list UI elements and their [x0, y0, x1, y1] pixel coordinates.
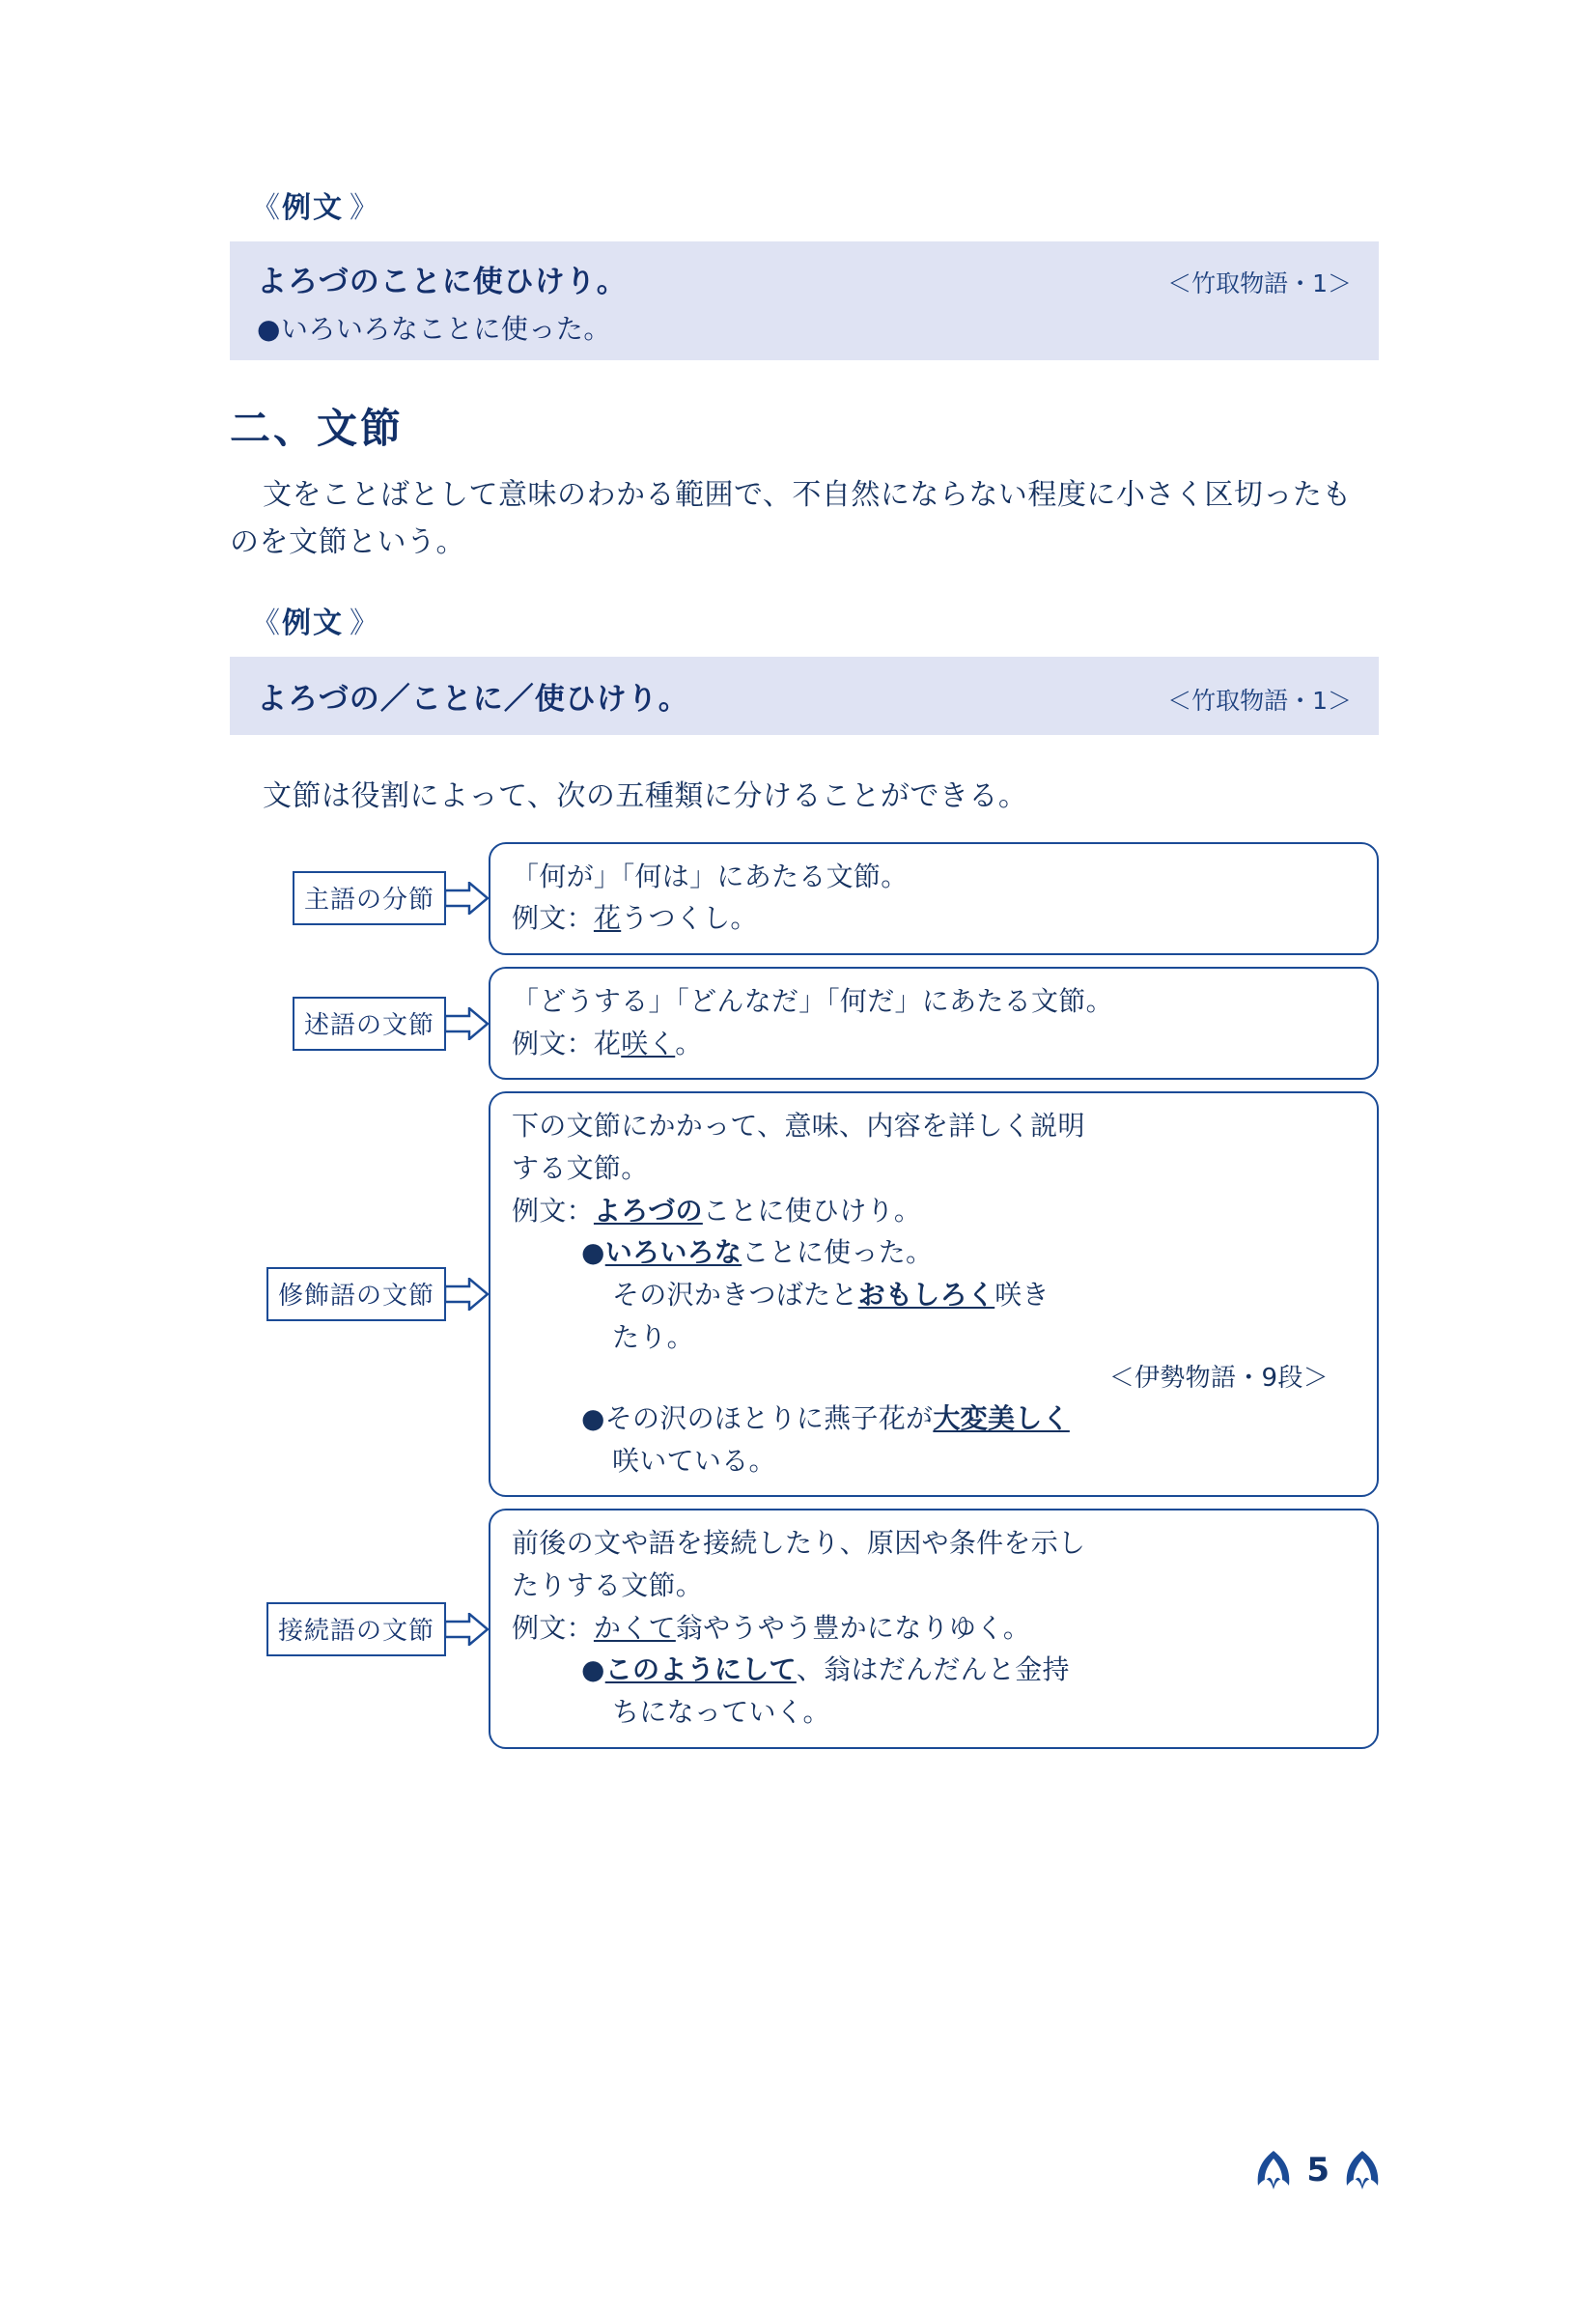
arrow-right-icon [444, 1278, 489, 1311]
category-tag: 修飾語の文節 [266, 1267, 446, 1321]
description-line: 例文：花うつくし。 [512, 902, 758, 935]
category-row [230, 842, 1379, 955]
underlined-phrase: 咲く [621, 1027, 676, 1059]
quote-box-2 [230, 657, 1379, 735]
category-description [489, 1509, 1379, 1748]
description-line: たりする文節。 [512, 1569, 704, 1602]
ornament-left-icon [1254, 2149, 1293, 2191]
underlined-phrase: いろいろな [604, 1236, 742, 1269]
category-tag-wrap [230, 997, 489, 1051]
description-line: ●その沢のほとりに燕子花が大変美しく [581, 1402, 1070, 1435]
description-line: 例文：花咲く。 [512, 1027, 703, 1059]
arrow-right-icon [444, 1007, 489, 1040]
quote-line [257, 674, 1352, 718]
category-tag: 接続語の文節 [266, 1602, 446, 1656]
underlined-phrase: おもしろく [857, 1279, 995, 1312]
category-row [230, 1091, 1379, 1497]
description-line: 前後の文や語を接続したり、原因や条件を示し [512, 1527, 1086, 1560]
description-line: する文節。 [512, 1152, 649, 1185]
category-tag-wrap [230, 1602, 489, 1656]
quote-source: ＜竹取物語・1＞ [1167, 269, 1352, 297]
category-tag-wrap [230, 871, 489, 925]
heading-bracket-left-icon: 《 [251, 607, 276, 640]
description-line: 「何が」「何は」にあたる文節。 [512, 860, 909, 892]
category-tag-wrap [230, 1267, 489, 1321]
ornament-right-icon [1343, 2149, 1382, 2191]
underlined-phrase: かくて [593, 1611, 676, 1644]
section-title: 二、文節 [230, 405, 405, 452]
description-line: ＜伊勢物語・9段＞ [1108, 1363, 1329, 1393]
description-line: ちになっていく。 [612, 1696, 830, 1729]
arrow-right-icon [444, 1613, 489, 1646]
quote-text: よろづの／ことに／使ひけり。 [257, 682, 689, 718]
category-tag: 述語の文節 [293, 997, 446, 1051]
page-content [230, 184, 1379, 1761]
quote-box-1 [230, 241, 1379, 360]
category-description [489, 1091, 1379, 1497]
quote-text: よろづのことに使ひけり。 [257, 265, 628, 299]
category-tag: 主語の分節 [293, 871, 446, 925]
example-heading-2 [251, 599, 1379, 641]
category-row [230, 1509, 1379, 1748]
body-paragraph-2: 文節は役割によって、次の五種類に分けることができる。 [263, 779, 1028, 814]
description-line: 咲いている。 [612, 1444, 776, 1477]
quote-line [257, 257, 1352, 300]
description-line: 下の文節にかかって、意味、内容を詳しく説明 [512, 1110, 1085, 1143]
quote-gloss: ●いろいろなことに使った。 [257, 313, 611, 345]
description-line: 例文：かくて翁やうやう豊かになりゆく。 [512, 1611, 1031, 1644]
category-row [230, 967, 1379, 1080]
description-line: 「どうする」「どんなだ」「何だ」にあたる文節。 [512, 985, 1113, 1018]
example-heading-1 [251, 184, 1379, 226]
description-line: ●このようにして、翁はだんだんと金持 [581, 1653, 1070, 1686]
underlined-phrase: 大変美しく [933, 1402, 1070, 1435]
heading-bracket-left-icon: 《 [251, 192, 276, 224]
description-line: ●いろいろなことに使った。 [581, 1236, 934, 1269]
heading-bracket-right-icon: 》 [350, 607, 375, 640]
body-paragraph-1: 文をことばとして意味のわかる範囲で、不自然にならない程度に小さく区切ったものを文節という。 [230, 478, 1352, 559]
category-description [489, 967, 1379, 1080]
underlined-phrase: よろづの [593, 1194, 703, 1227]
underlined-phrase: 花 [593, 902, 622, 935]
quote-source: ＜竹取物語・1＞ [1167, 687, 1352, 716]
category-list [230, 842, 1379, 1749]
description-line: 例文：よろづのことに使ひけり。 [512, 1194, 922, 1227]
underlined-phrase: このようにして [604, 1653, 797, 1686]
page-number: 5 [1306, 2151, 1330, 2189]
category-description [489, 842, 1379, 955]
arrow-right-icon [444, 882, 489, 915]
description-line: たり。 [612, 1320, 694, 1353]
example-heading-label: 例文 [282, 191, 344, 225]
page-footer [1254, 2149, 1382, 2191]
description-line: その沢かきつばたとおもしろく咲き [612, 1279, 1050, 1312]
heading-bracket-right-icon: 》 [350, 192, 375, 224]
example-heading-label: 例文 [282, 607, 344, 641]
